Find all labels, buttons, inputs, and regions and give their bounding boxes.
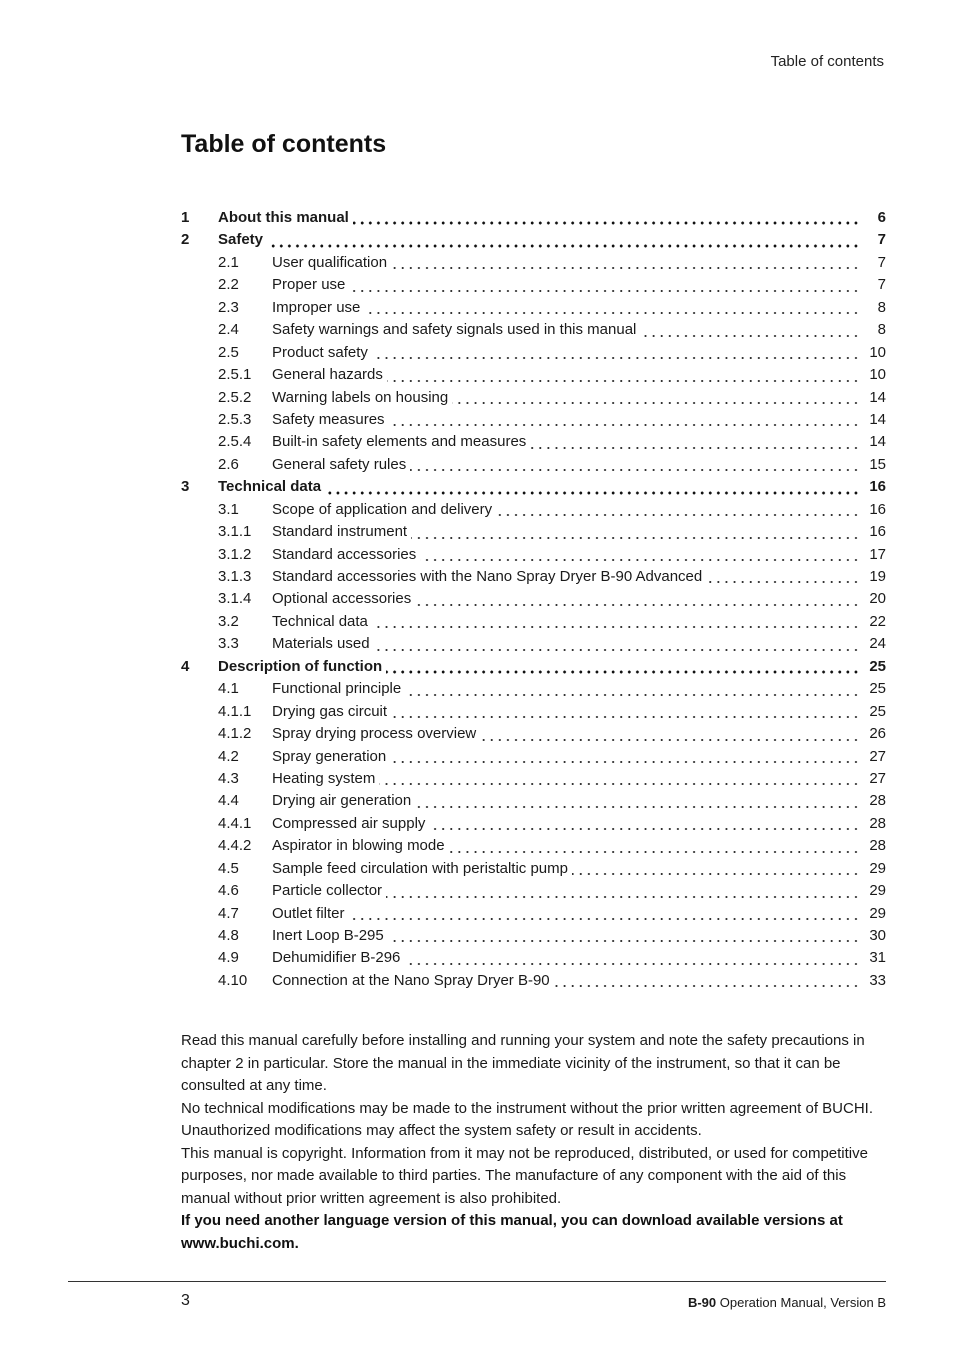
page-title: Table of contents [181,130,387,158]
toc-entry-title [272,768,860,790]
toc-entry-page: 29 [860,858,886,880]
toc-entry-number: 2.6 [218,455,239,473]
toc-entry-title-text: Sample feed circulation with peristaltic pump [272,860,572,877]
toc-entry-title [272,499,860,521]
toc-entry-number: 2.5.3 [218,410,252,428]
toc-entry-title [218,656,860,678]
toc-section-entry [181,566,886,588]
toc-entry-page: 29 [860,903,886,925]
toc-section-entry [181,768,886,790]
toc-entry-title-text: Dehumidifier B-296 [272,949,404,966]
toc-section-entry [181,544,886,566]
toc-section-entry [181,364,886,386]
toc-entry-title [272,431,860,453]
toc-entry-page: 16 [860,521,886,543]
toc-entry-page: 14 [860,409,886,431]
toc-entry-number: 3.1 [218,500,239,518]
toc-entry-title [218,229,860,251]
toc-section-entry [181,858,886,880]
toc-entry-title [272,723,860,745]
toc-section-entry [181,342,886,364]
toc-section-entry [181,409,886,431]
toc-section-entry [181,925,886,947]
toc-entry-page: 25 [860,656,886,678]
toc-entry-title-text: Standard accessories [272,546,420,563]
toc-entry-title-text: Spray generation [272,748,390,765]
toc-entry-number: 2.5.2 [218,388,252,406]
toc-entry-number: 2.5 [218,343,239,361]
toc-entry-title-text: Connection at the Nano Spray Dryer B-90 [272,972,554,989]
toc-entry-page: 17 [860,544,886,566]
table-of-contents [181,207,886,992]
toc-entry-page: 29 [860,880,886,902]
toc-section-entry [181,790,886,812]
toc-entry-title [272,342,860,364]
running-head: Table of contents [770,53,884,70]
toc-entry-title-text: Standard accessories with the Nano Spray Dryer B-90 Advanced [272,568,706,585]
toc-entry-title-text: About this manual [218,209,353,226]
toc-entry-title [272,970,860,992]
toc-entry-title [272,790,860,812]
toc-section-entry [181,701,886,723]
toc-entry-number: 2.2 [218,276,239,294]
toc-chapter-entry [181,207,886,229]
toc-section-entry [181,903,886,925]
toc-section-entry [181,723,886,745]
toc-entry-title-text: Materials used [272,635,374,652]
toc-entry-number: 4.4.1 [218,814,252,832]
toc-chapter-entry [181,229,886,251]
toc-section-entry [181,813,886,835]
toc-entry-page: 27 [860,746,886,768]
toc-section-entry [181,746,886,768]
toc-entry-title-text: Scope of application and delivery [272,501,496,518]
toc-section-entry [181,588,886,610]
toc-entry-page: 16 [860,476,886,498]
paragraph-language-versions: If you need another language version of this manual, you can download available versions at www.buchi.com. [181,1212,843,1252]
toc-entry-number: 1 [181,209,190,226]
toc-entry-page: 8 [860,297,886,319]
paragraph-reading-notice: Read this manual carefully before installing and running your system and note the safety precautions in chapter 2 in particular. Store the manual in the immediate vicinity of the instrument, so that it can be consulted at any time. [181,1032,865,1094]
toc-entry-number: 2.5.1 [218,366,252,384]
toc-entry-number: 4.7 [218,904,239,922]
toc-entry-title-text: Safety [218,231,267,248]
toc-section-entry [181,678,886,700]
toc-entry-title [272,947,860,969]
toc-entry-number: 2.3 [218,298,239,316]
toc-entry-title-text: Aspirator in blowing mode [272,837,449,854]
toc-entry-page: 25 [860,678,886,700]
toc-entry-title [272,387,860,409]
toc-section-entry [181,521,886,543]
toc-entry-title-text: Particle collector [272,882,386,899]
toc-entry-number: 4.4.2 [218,837,252,855]
toc-entry-title [272,813,860,835]
footer-model: B-90 [687,1295,717,1310]
toc-entry-title [272,566,860,588]
toc-section-entry [181,252,886,274]
toc-entry-title-text: Improper use [272,299,364,316]
toc-entry-number: 2.5.4 [218,433,252,451]
toc-entry-title [272,274,860,296]
toc-entry-title-text: General hazards [272,366,387,383]
toc-entry-title-text: Optional accessories [272,590,415,607]
toc-entry-title [272,319,860,341]
toc-entry-page: 10 [860,364,886,386]
toc-entry-number: 3 [181,478,190,496]
toc-entry-number: 2 [181,231,190,249]
toc-entry-title-text: Inert Loop B-295 [272,927,388,944]
toc-entry-page: 28 [860,813,886,835]
toc-section-entry [181,947,886,969]
toc-entry-title [272,521,860,543]
toc-entry-page: 10 [860,342,886,364]
toc-entry-title [272,858,860,880]
toc-entry-title [272,925,860,947]
toc-entry-number: 4.10 [218,971,248,989]
toc-entry-title-text: Functional principle [272,680,405,697]
toc-section-entry [181,297,886,319]
toc-entry-number: 4.6 [218,882,239,900]
toc-entry-title-text: Product safety [272,344,372,361]
toc-section-entry [181,633,886,655]
toc-entry-title-text: Technical data [272,613,372,630]
toc-entry-number: 4.3 [218,769,239,787]
toc-entry-page: 6 [860,207,886,229]
toc-entry-title [272,835,860,857]
toc-entry-page: 30 [860,925,886,947]
toc-entry-page: 22 [860,611,886,633]
toc-entry-number: 2.4 [218,321,239,339]
toc-entry-title-text: General safety rules [272,456,410,473]
toc-entry-page: 24 [860,633,886,655]
footer-doc-title: Operation Manual, Version B [719,1295,886,1310]
toc-entry-title-text: Spray drying process overview [272,725,480,742]
toc-entry-number: 4 [181,657,190,675]
toc-entry-number: 3.2 [218,612,239,630]
toc-entry-title [272,880,860,902]
toc-entry-title [272,297,860,319]
toc-entry-title-text: Technical data [218,478,325,495]
toc-entry-page: 27 [860,768,886,790]
toc-entry-page: 33 [860,970,886,992]
toc-entry-number: 4.4 [218,792,239,810]
toc-entry-number: 3.1.4 [218,590,252,608]
toc-entry-title [272,252,860,274]
toc-entry-title [218,207,860,229]
toc-entry-title [272,409,860,431]
toc-section-entry [181,499,886,521]
introduction-text [181,1030,887,1255]
toc-entry-title-text: Proper use [272,276,349,293]
toc-entry-number: 4.8 [218,927,239,944]
paragraph-modifications: No technical modifications may be made to the instrument without the prior written agreement of BUCHI. Unauthorized modifications may affect the system safety or result in accidents. [181,1099,873,1139]
toc-section-entry [181,880,886,902]
toc-entry-title [218,476,860,498]
toc-entry-title [272,746,860,768]
toc-section-entry [181,454,886,476]
toc-entry-page: 20 [860,588,886,610]
toc-entry-title-text: Description of function [218,658,386,675]
toc-entry-number: 3.1.3 [218,568,252,585]
toc-entry-page: 14 [860,387,886,409]
toc-section-entry [181,387,886,409]
toc-entry-title [272,678,860,700]
toc-entry-page: 31 [860,947,886,969]
toc-entry-page: 25 [860,701,886,723]
toc-entry-page: 28 [860,835,886,857]
toc-entry-title-text: Heating system [272,770,379,787]
toc-section-entry [181,835,886,857]
toc-entry-number: 4.9 [218,949,239,967]
toc-entry-page: 8 [860,319,886,341]
toc-entry-page: 7 [860,252,886,274]
toc-entry-title-text: Compressed air supply [272,815,429,832]
toc-entry-page: 26 [860,723,886,745]
footer-divider [68,1281,886,1282]
toc-section-entry [181,274,886,296]
toc-entry-page: 15 [860,454,886,476]
toc-entry-title [272,611,860,633]
toc-entry-title [272,588,860,610]
toc-entry-title-text: Standard instrument [272,523,411,540]
toc-section-entry [181,611,886,633]
toc-entry-number: 2.1 [218,253,239,271]
toc-chapter-entry [181,476,886,498]
toc-entry-page: 19 [860,566,886,588]
toc-entry-page: 28 [860,790,886,812]
page-number: 3 [181,1292,190,1309]
toc-entry-title-text: Safety measures [272,411,389,428]
toc-entry-number: 4.5 [218,859,239,877]
toc-section-entry [181,970,886,992]
toc-entry-number: 3.3 [218,635,239,653]
toc-entry-title [272,454,860,476]
toc-entry-title-text: User qualification [272,254,391,271]
toc-entry-title-text: Warning labels on housing [272,389,452,406]
toc-entry-title-text: Outlet filter [272,905,349,922]
toc-entry-number: 3.1.1 [218,523,252,541]
toc-entry-title-text: Drying gas circuit [272,703,391,720]
toc-entry-title [272,701,860,723]
toc-section-entry [181,431,886,453]
toc-entry-number: 4.1.2 [218,725,252,743]
toc-entry-title-text: Drying air generation [272,792,415,809]
toc-entry-number: 3.1.2 [218,545,252,563]
toc-entry-page: 7 [860,229,886,251]
toc-entry-number: 4.2 [218,747,239,765]
toc-entry-title [272,633,860,655]
toc-entry-title [272,544,860,566]
paragraph-copyright: This manual is copyright. Information from it may not be reproduced, distributed, or used for competitive purposes, nor made available to third parties. The manufacture of any component with the aid of this manual without prior written agreement is also prohibited. [181,1144,868,1207]
toc-entry-page: 14 [860,431,886,453]
toc-entry-title-text: Built-in safety elements and measures [272,433,530,450]
toc-entry-title [272,903,860,925]
toc-section-entry [181,319,886,341]
toc-entry-page: 16 [860,499,886,521]
toc-entry-title [272,364,860,386]
footer-document-info [688,1295,886,1310]
toc-entry-title-text: Safety warnings and safety signals used in this manual [272,321,640,338]
toc-entry-number: 4.1 [218,680,239,698]
toc-chapter-entry [181,656,886,678]
toc-entry-page: 7 [860,274,886,296]
toc-entry-number: 4.1.1 [218,702,252,720]
